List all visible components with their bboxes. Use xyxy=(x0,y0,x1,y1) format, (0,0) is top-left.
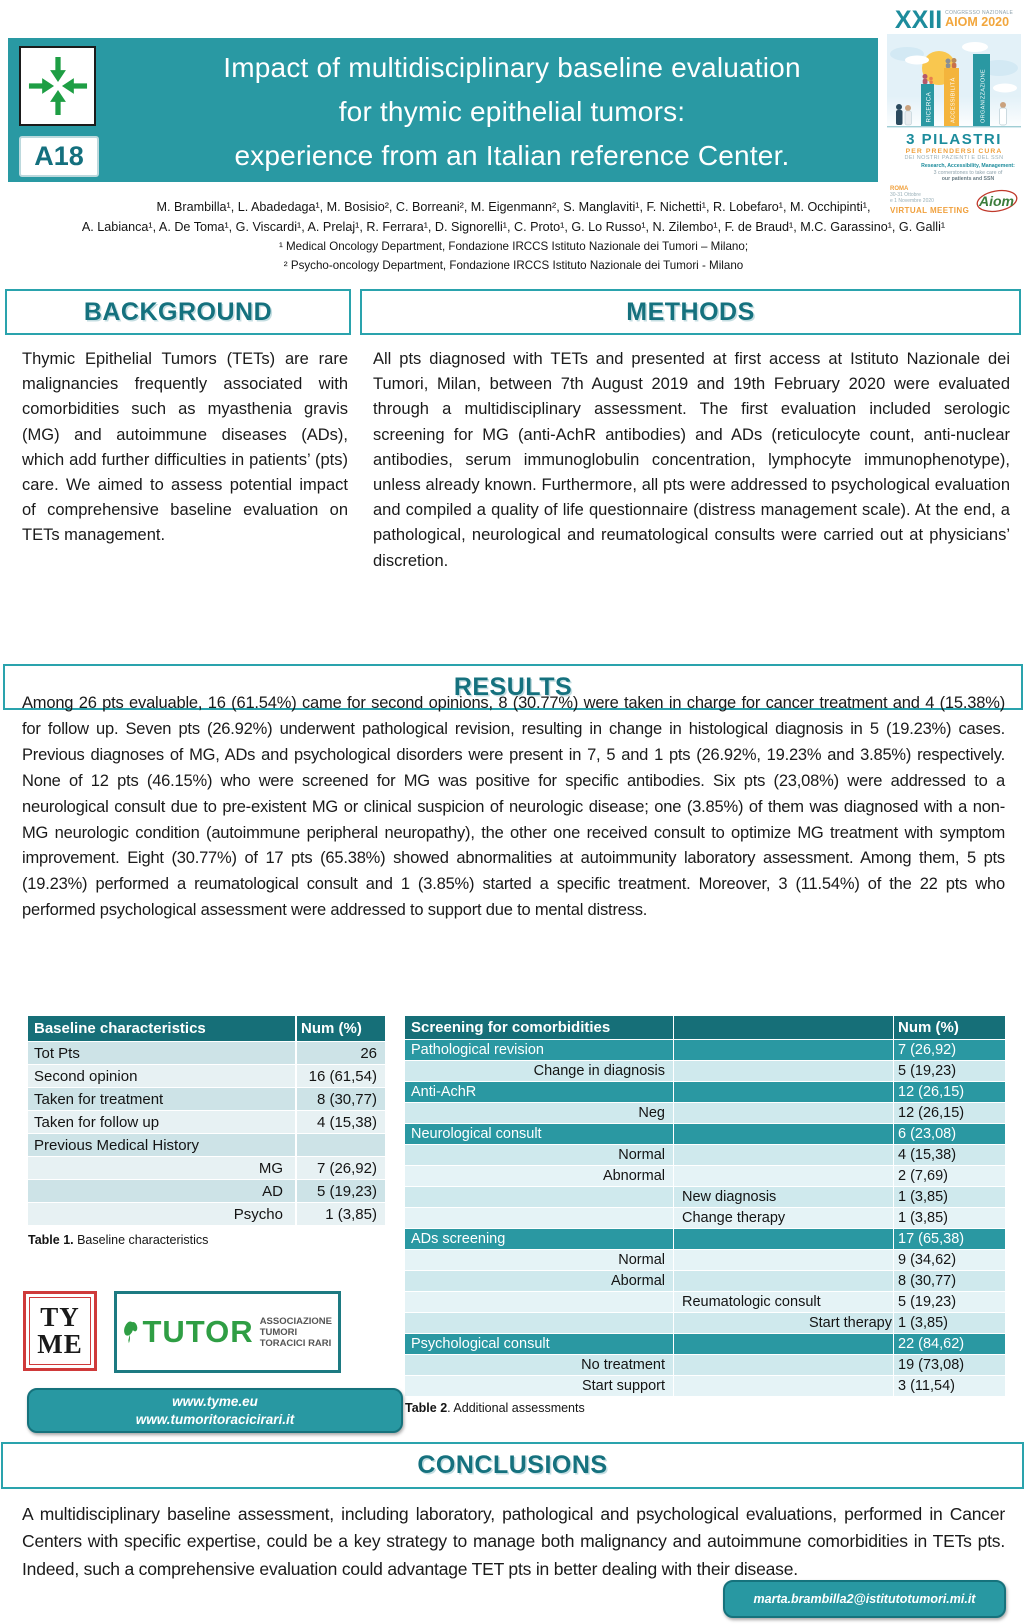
title-line-3: experience from an Italian reference Center. xyxy=(234,140,790,171)
methods-section-header xyxy=(360,289,1021,335)
authors-line-1: M. Brambilla¹, L. Abadedaga¹, M. Bosisio², C. Borreani², M. Eigenmann², S. Manglaviti¹, F. Nichetti¹, R. Lobefaro¹, M. Occhipinti¹, xyxy=(156,200,871,214)
table1-caption-rest: Baseline characteristics xyxy=(73,1233,209,1247)
table2-row xyxy=(405,1270,1005,1291)
table2-row-cell-2: Start therapy xyxy=(673,1313,893,1333)
conclusions-text: A multidisciplinary baseline assessment, including laboratory, pathological and psychological evaluations, performed in Cancer Centers with specific expertise, could be a key strategy to manage both malignancy and autoimmune comorbidities in TETs pts. Indeed, such a comprehensive evaluation could advantage TET pts in better dealing with their disease. xyxy=(22,1504,1005,1579)
table2-row xyxy=(405,1081,1005,1102)
screening-table-body xyxy=(405,1039,1005,1396)
congress-roman-numeral: XXII xyxy=(894,6,943,34)
congress-note-line1: Research, Accessibility, Management: xyxy=(921,163,1015,169)
background-title: BACKGROUND xyxy=(83,297,273,326)
table2-row xyxy=(405,1039,1005,1060)
table2-row-cell-3: 3 (11,54) xyxy=(893,1376,1005,1396)
congress-badge-header xyxy=(884,6,1024,33)
tutor-sub-2: TUMORI TORACICI RARI xyxy=(259,1326,332,1349)
table2-row-cell-3: 1 (3,85) xyxy=(893,1313,1005,1333)
table1-row-label: Tot Pts xyxy=(34,1044,80,1062)
table2-caption-rest: . Additional assessments xyxy=(447,1401,585,1415)
table2-header-label: Screening for comorbidities xyxy=(411,1019,611,1036)
tyme-url[interactable]: www.tyme.eu xyxy=(172,1393,258,1409)
table2-row xyxy=(405,1354,1005,1375)
table2-row-cell-2 xyxy=(673,1103,893,1123)
table1-row xyxy=(28,1087,385,1110)
results-text: Among 26 pts evaluable, 16 (61.54%) came for second opinions, 8 (30.77%) were taken in charge for cancer treatment and 4 (15.38%) for follow up. Seven pts (26.92%) underwent pathological revision, resulting in change in histological diagnosis in 5 (19.23%) cases. Previous diagnoses of MG, ADs and psychological disorders were present in 7, 5 and 1 pts (26.92%, 19.23% and 3.85%) respectively. None of 12 pts (46.15%) who were screened for MG was positive for specific antibodies. Six pts (23,08%) were addressed to a neurological consult due to pre-existent MG or clinical suspicion of neurologic disease; one (3.85%) of them was diagnosed with a non-MG neurologic condition (autoimmune peripheral neuropathy), the other one received consult to optimize MG treatment with symptom improvement. Eight (30.77%) of 17 pts (65.38%) showed abnormalities at autoimmunity laboratory assessment. Among them, 5 pts (19.23%) performed a reumatological consult and 1 (3.85%) started a specific treatment. Moreover, 3 (11.54%) of the 22 pts who performed psychological assessment were addressed to support due to mental distress. xyxy=(22,694,1005,920)
conclusions-title: CONCLUSIONS xyxy=(417,1451,608,1479)
congress-headline: 3 PILASTRI xyxy=(906,131,1002,148)
table2-row-cell-1: Neurological consult xyxy=(411,1126,542,1142)
table2-row-cell-3: 5 (19,23) xyxy=(893,1292,1005,1312)
table2-row-cell-1: Anti-AchR xyxy=(411,1084,477,1100)
table2-row xyxy=(405,1375,1005,1396)
table1-row xyxy=(28,1133,385,1156)
congress-meeting-type: VIRTUAL MEETING xyxy=(890,205,970,215)
congress-illustration xyxy=(887,34,1021,130)
table2-row-cell-3: 8 (30,77) xyxy=(893,1271,1005,1291)
baseline-table-body xyxy=(28,1041,385,1225)
table1-row-label: Second opinion xyxy=(34,1067,138,1085)
table2-row xyxy=(405,1291,1005,1312)
tyme-logo-text xyxy=(29,1297,91,1365)
congress-date-1: 30-31 Ottobre xyxy=(890,191,921,198)
table1-row-label: MG xyxy=(258,1159,283,1177)
pillar-label-ricerca: RICERCA xyxy=(925,91,933,123)
table2-row-cell-2 xyxy=(673,1376,893,1396)
pillar-label-accessibilita: ACCESSIBILITÀ xyxy=(950,77,957,123)
table2-row-cell-3: 7 (26,92) xyxy=(893,1040,1005,1060)
table1-header-row xyxy=(28,1016,385,1041)
table2-row xyxy=(405,1228,1005,1249)
tyme-line-1: TY xyxy=(40,1302,80,1332)
tutor-sub-1: ASSOCIAZIONE xyxy=(259,1315,332,1327)
table1-row-label: Taken for treatment xyxy=(34,1090,164,1108)
table2-row-cell-1: Neg xyxy=(638,1105,665,1121)
table2-row-cell-3: 12 (26,15) xyxy=(893,1103,1005,1123)
table2-header-spacer xyxy=(673,1016,893,1039)
tutor-url[interactable]: www.tumoritoracicirari.it xyxy=(135,1411,295,1427)
table2-row xyxy=(405,1102,1005,1123)
tutor-heart-icon xyxy=(123,1307,140,1357)
table2-row-cell-1: ADs screening xyxy=(411,1231,506,1247)
table2-row-cell-1: Normal xyxy=(618,1252,665,1268)
table1-row xyxy=(28,1156,385,1179)
table2-row-cell-2 xyxy=(673,1082,893,1102)
congress-brand: AIOM 2020 xyxy=(945,15,1010,29)
tutor-logo-word: TUTOR xyxy=(142,1314,254,1349)
table2-row-cell-2 xyxy=(673,1061,893,1081)
congress-note xyxy=(912,163,1024,183)
table2-row xyxy=(405,1123,1005,1144)
table2-row-cell-1 xyxy=(405,1292,673,1312)
table1-row-label: Taken for follow up xyxy=(34,1113,160,1131)
table1-row-label: Psycho xyxy=(233,1205,283,1223)
table1-caption xyxy=(28,1233,208,1247)
table2-row-cell-1: Start support xyxy=(581,1378,665,1394)
table2-caption-bold: Table 2 xyxy=(405,1401,448,1415)
table1-header-value: Num (%) xyxy=(295,1016,385,1041)
authors-line-2: A. Labianca¹, A. De Toma¹, G. Viscardi¹, A. Prelaj¹, R. Ferrara¹, D. Signorelli¹, C. Proto¹, G. Lo Russo¹, N. Zilembo¹, F. de Braud¹, M.C. Garassino¹, G. Galli¹ xyxy=(81,219,946,234)
poster-title xyxy=(158,46,866,178)
table1-row-value: 1 (3,85) xyxy=(295,1203,385,1225)
poster-id-badge: A18 xyxy=(19,136,99,177)
baseline-characteristics-table xyxy=(28,1016,385,1225)
affiliation-2: ² Psycho-oncology Department, Fondazione IRCCS Istituto Nazionale dei Tumori - Milano xyxy=(283,259,744,272)
congress-subline-2: DEI NOSTRI PAZIENTI E DEL SSN xyxy=(904,155,1004,161)
title-line-2: for thymic epithelial tumors: xyxy=(338,96,686,127)
table2-row xyxy=(405,1165,1005,1186)
affiliation-1: ¹ Medical Oncology Department, Fondazione IRCCS Istituto Nazionale dei Tumori – Milano; xyxy=(278,240,749,253)
table1-row xyxy=(28,1110,385,1133)
table2-row-cell-2 xyxy=(673,1229,893,1249)
table2-row-cell-3: 22 (84,62) xyxy=(893,1334,1005,1354)
table1-caption-bold: Table 1. xyxy=(28,1233,74,1247)
table2-row-cell-2 xyxy=(673,1271,893,1291)
congress-date-2: e 1 Novembre 2020 xyxy=(890,197,934,204)
table2-row-cell-2: Reumatologic consult xyxy=(673,1292,893,1312)
table1-row xyxy=(28,1202,385,1225)
tutor-logo xyxy=(114,1291,341,1373)
results-title: RESULTS xyxy=(453,672,573,701)
table1-row-value: 5 (19,23) xyxy=(295,1180,385,1202)
table2-row-cell-2 xyxy=(673,1334,893,1354)
congress-badge xyxy=(884,6,1024,225)
table1-row-label: Previous Medical History xyxy=(34,1136,200,1154)
association-links[interactable] xyxy=(27,1388,403,1433)
contact-email[interactable]: marta.brambilla2@istitutotumori.mi.it xyxy=(723,1580,1006,1618)
table2-row-cell-1 xyxy=(405,1208,673,1228)
table2-row-cell-1 xyxy=(405,1313,673,1333)
congress-label: CONGRESSO NAZIONALE xyxy=(945,10,1014,16)
table1-row xyxy=(28,1179,385,1202)
background-text: Thymic Epithelial Tumors (TETs) are rare malignancies frequently associated with comorbidities such as myasthenia gravis (MG) and autoimmune diseases (ADs), which add further difficulties in patients’ (pts) care. We aimed to assess potential impact of comprehensive baseline evaluation on TETs management. xyxy=(22,350,348,545)
tyme-line-2: ME xyxy=(37,1329,83,1359)
table2-row-cell-3: 6 (23,08) xyxy=(893,1124,1005,1144)
table2-row-cell-3: 12 (26,15) xyxy=(893,1082,1005,1102)
table1-row-value: 4 (15,38) xyxy=(295,1111,385,1133)
table1-row xyxy=(28,1064,385,1087)
table2-row-cell-2 xyxy=(673,1145,893,1165)
screening-comorbidities-table xyxy=(405,1016,1005,1396)
table2-row-cell-2 xyxy=(673,1355,893,1375)
table2-row xyxy=(405,1312,1005,1333)
pillars-illustration-icon xyxy=(887,34,1021,130)
congress-note-line2: 3 cornerstones to take care of xyxy=(933,169,1003,176)
header-banner xyxy=(8,38,878,182)
table2-row-cell-2 xyxy=(673,1124,893,1144)
table2-row-cell-2: New diagnosis xyxy=(673,1187,893,1207)
table2-row-cell-2 xyxy=(673,1040,893,1060)
table1-header-label: Baseline characteristics xyxy=(34,1020,206,1037)
congress-subline-1: PER PRENDERSI CURA xyxy=(905,148,1003,155)
table2-row xyxy=(405,1207,1005,1228)
table1-row-value: 8 (30,77) xyxy=(295,1088,385,1110)
table2-row-cell-2: Change therapy xyxy=(673,1208,893,1228)
table2-row-cell-1: Psychological consult xyxy=(411,1336,550,1352)
table1-row-value: 7 (26,92) xyxy=(295,1157,385,1179)
congress-city: ROMA xyxy=(890,185,909,192)
arrows-cross-icon xyxy=(25,53,91,119)
table2-row-cell-1: No treatment xyxy=(581,1357,665,1373)
background-section-header xyxy=(5,289,351,335)
aiom-logo-text: Aiom xyxy=(979,192,1014,209)
table2-row-cell-3: 2 (7,69) xyxy=(893,1166,1005,1186)
title-line-1: Impact of multidisciplinary baseline evaluation xyxy=(223,52,801,83)
table2-row-cell-1: Abormal xyxy=(611,1273,665,1289)
table2-row xyxy=(405,1144,1005,1165)
table2-caption xyxy=(405,1401,585,1415)
table2-row-cell-1: Pathological revision xyxy=(411,1042,544,1058)
table2-row-cell-3: 17 (65,38) xyxy=(893,1229,1005,1249)
authors-block xyxy=(0,198,1027,275)
methods-title: METHODS xyxy=(626,297,755,326)
table2-row-cell-3: 5 (19,23) xyxy=(893,1061,1005,1081)
table2-row-cell-2 xyxy=(673,1166,893,1186)
table2-row-cell-3: 1 (3,85) xyxy=(893,1187,1005,1207)
table1-row-value: 16 (61,54) xyxy=(295,1065,385,1087)
table2-row-cell-1: Change in diagnosis xyxy=(533,1063,665,1079)
table2-row-cell-1: Abnormal xyxy=(602,1168,665,1184)
conclusions-section-header xyxy=(1,1442,1024,1489)
table2-row-cell-3: 19 (73,08) xyxy=(893,1355,1005,1375)
table1-row-value xyxy=(295,1134,385,1156)
institute-logo xyxy=(19,46,96,126)
table2-row xyxy=(405,1249,1005,1270)
pillar-label-organizzazione: ORGANIZZAZIONE xyxy=(980,69,987,123)
table2-row-cell-2 xyxy=(673,1250,893,1270)
congress-note-line3: our patients and SSN xyxy=(941,176,995,182)
table2-row xyxy=(405,1333,1005,1354)
table1-row-label: AD xyxy=(262,1182,283,1200)
table1-row-value: 26 xyxy=(295,1042,385,1064)
table2-row-cell-3: 1 (3,85) xyxy=(893,1208,1005,1228)
table2-row xyxy=(405,1060,1005,1081)
table2-row-cell-1 xyxy=(405,1187,673,1207)
table2-header-row xyxy=(405,1016,1005,1039)
table2-row-cell-1: Normal xyxy=(618,1147,665,1163)
table2-row-cell-3: 9 (34,62) xyxy=(893,1250,1005,1270)
table1-row xyxy=(28,1041,385,1064)
table2-header-value: Num (%) xyxy=(893,1016,1005,1039)
table2-row-cell-3: 4 (15,38) xyxy=(893,1145,1005,1165)
table2-row xyxy=(405,1186,1005,1207)
methods-text: All pts diagnosed with TETs and presented at first access at Istituto Nazionale dei Tumori, Milan, between 7th August 2019 and 19th February 2020 were evaluated through a multidisciplinary assessment. The first evaluation included serologic screening for MG (anti-AchR antibodies) and ADs (reticulocyte count, anti-nuclear antibodies, serum immunoglobulin concentration, lymphocyte immunophenotype), unless already known. Furthermore, all pts were addressed to psychological evaluation and compiled a quality of life questionnaire (distress management scale). At the end, a pathological, neurological and reumatological consults were carried out at physicians’ discretion. xyxy=(373,350,1010,570)
tyme-logo xyxy=(23,1291,97,1371)
